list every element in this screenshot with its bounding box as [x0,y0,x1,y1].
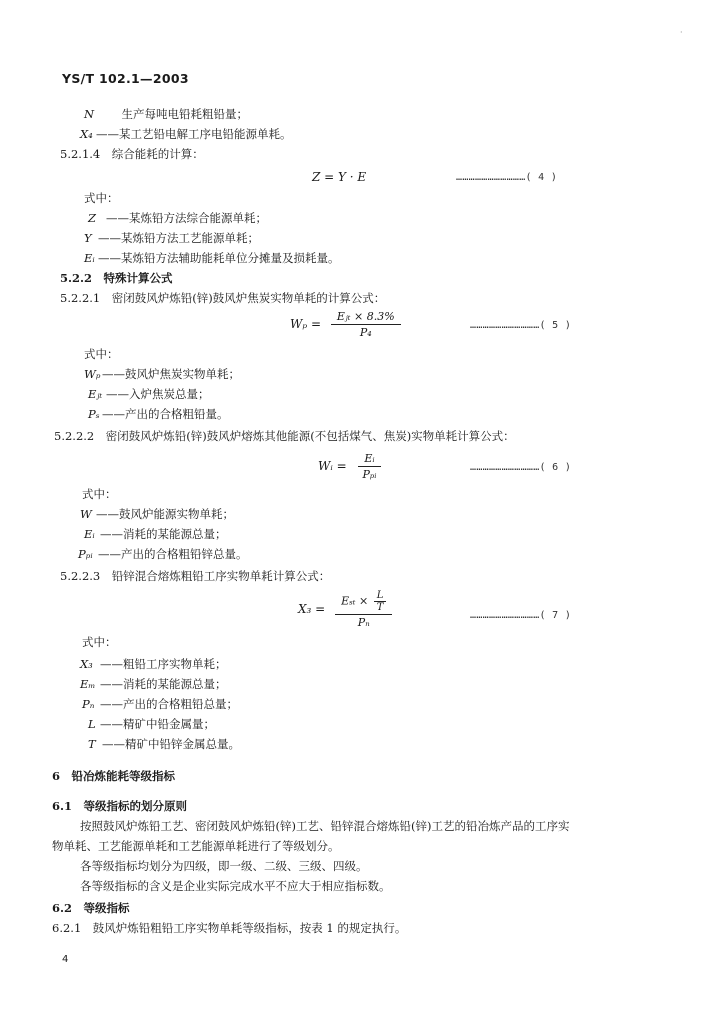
where-label: 式中： [84,191,119,205]
formula-7-dots: ……………………………( 7 ) [470,610,572,621]
formula-5-dots: ……………………………( 5 ) [470,320,572,331]
formula-4: Z = Y · E [312,170,367,184]
def-row: T ——精矿中铅锌金属总量。 [88,737,240,751]
def-row: L ——精矿中铅金属量； [88,717,215,731]
def-row: N 生产每吨电铅耗粗铅量； [84,107,248,121]
page-number: 4 [62,954,69,965]
section-5-2-2-2: 5.2.2.2 密闭鼓风炉炼铅(锌)鼓风炉熔炼其他能源(不包括煤气、焦炭)实物单耗计算公式： [54,429,515,443]
section-5-2-1-4: 5.2.1.4 综合能耗的计算： [60,147,204,161]
paragraph-6-1-line: 物单耗、工艺能源单耗和工艺能源单耗进行了等级划分。 [52,839,340,853]
standard-code-header: YS/T 102.1—2003 [62,71,189,86]
section-6-2: 6.2 等级指标 [52,901,130,915]
def-row: X₄ ——某工艺铅电解工序电铅能源单耗。 [80,127,292,141]
section-5-2-2-3: 5.2.2.3 铅锌混合熔炼粗铅工序实物单耗计算公式： [60,569,331,583]
section-6: 6 铅冶炼能耗等级指标 [52,769,176,783]
def-row: Y ——某炼铅方法工艺能源单耗； [84,231,259,245]
formula-6-dots: ……………………………( 6 ) [470,462,572,473]
def-row: Wₚ ——鼓风炉焦炭实物单耗； [84,367,240,381]
formula-5: Wₚ = $\frac{\text{Eⱼₜ × 8.3\%}}{\text{P₄}}$ [290,310,401,339]
where-label: 式中： [82,487,117,501]
def-row: Eᵢ ——某炼铅方法辅助能耗单位分摊量及损耗量。 [84,251,340,265]
def-row: Pₚᵢ ——产出的合格粗铅锌总量。 [78,547,248,561]
formula-7: X₃ = Eₛₜ × $\frac{L}{T}$ Pₙ [298,590,392,629]
paragraph-6-1-line: 各等级指标的含义是企业实际完成水平不应大于相应指标数。 [80,879,391,893]
def-row: Pₙ ——产出的合格粗铅总量； [82,697,238,711]
paragraph-6-1-line: 各等级指标均划分为四级，即一级、二级、三级、四级。 [80,859,368,873]
section-6-1: 6.1 等级指标的划分原则 [52,799,188,813]
corner-mark: · [680,28,683,37]
paragraph-6-1-line: 按照鼓风炉炼铅工艺、密闭鼓风炉炼铅(锌)工艺、铅锌混合熔炼铅(锌)工艺的铅冶炼产品的工序实 [80,819,570,833]
section-5-2-2: 5.2.2 特殊计算公式 [60,271,173,285]
where-label: 式中： [84,347,119,361]
def-row: X₃ ——粗铅工序实物单耗； [80,657,227,671]
def-row: Eⱼₜ ——入炉焦炭总量； [88,387,210,401]
def-row: Z ——某炼铅方法综合能源单耗； [88,211,267,225]
section-6-2-1: 6.2.1 鼓风炉炼铅粗铅工序实物单耗等级指标，按表 1 的规定执行。 [52,921,407,935]
formula-4-dots: ……………………………( 4 ) [456,172,558,183]
def-row: Pₛ ——产出的合格粗铅量。 [88,407,229,421]
def-row: Eₘ ——消耗的某能源总量； [80,677,227,691]
formula-6: Wᵢ = $\frac{\text{Eᵢ}}{\text{Pₚᵢ}}$ [318,452,382,481]
def-row: W ——鼓风炉能源实物单耗； [80,507,234,521]
section-5-2-2-1: 5.2.2.1 密闭鼓风炉炼铅(锌)鼓风炉焦炭实物单耗的计算公式： [60,291,386,305]
def-row: Eᵢ ——消耗的某能源总量； [84,527,227,541]
where-label: 式中： [82,635,117,649]
